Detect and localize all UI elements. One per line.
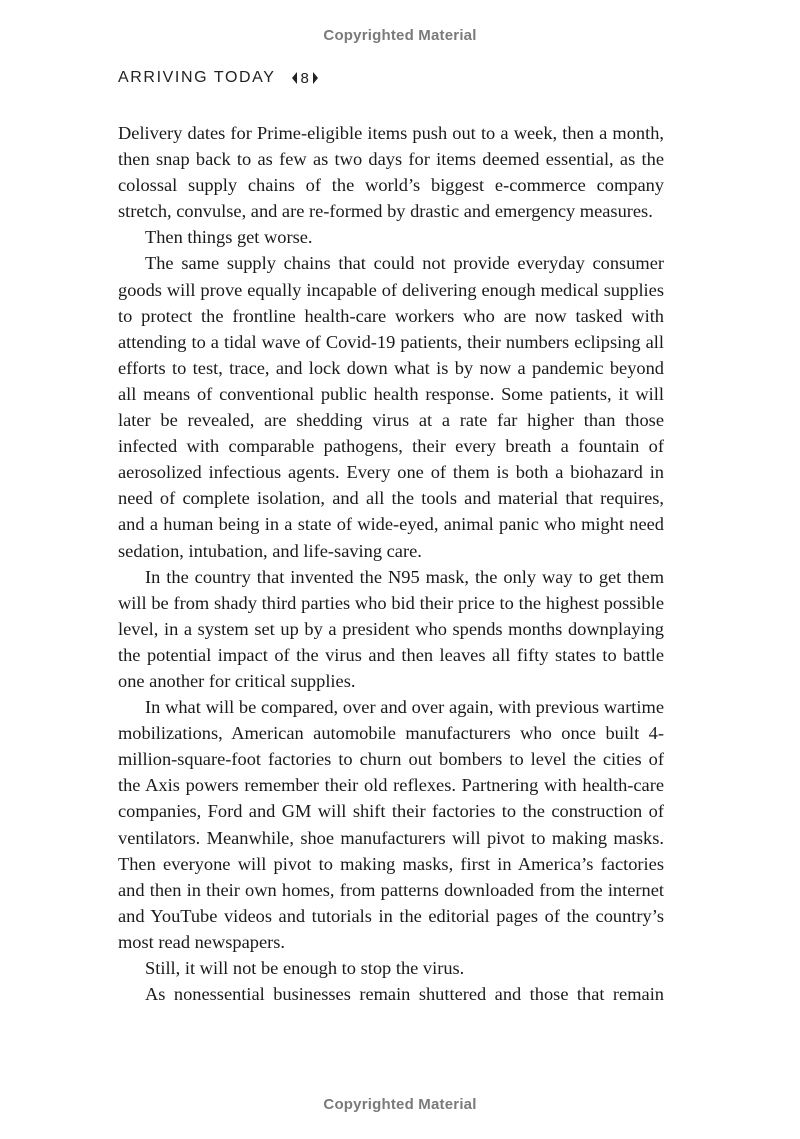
paragraph: Still, it will not be enough to stop the virus. [145,958,465,978]
running-head [118,69,318,87]
page-number: 8 [300,69,309,87]
paragraph: In the country that invented the N95 mask, the only way to get them will be from shady third parties who bid their price to the highest possible level, in a system set up by a president who spends months downplaying the potential impact of the virus and then leaves all fifty states to battle one another for critical supplies. [118,566,664,691]
paragraph: The same supply chains that could not provide everyday consumer goods will prove equally incapable of delivering enough medical supplies to protect the frontline health-care workers who are now tasked with attending to a tidal wave of Covid-19 patients, their numbers eclipsing all efforts to test, trace, and lock down what is by now a pandemic beyond all means of conventional public health response. Some patients, it will later be revealed, are shedding virus at a rate far higher than those infected with comparable pathogens, their every breath a fountain of aerosolized infectious agents. Every one of them is both a biohazard in need of complete isolation, and all the tools and material that requires, and a human being in a state of wide-eyed, animal panic who might need sedation, intubation, and life-saving care. [118,253,664,561]
paragraph: As nonessential businesses remain shuttered and those that remain [145,984,664,1005]
folio-left-triangle-icon [292,72,297,84]
paragraph: In what will be compared, over and over again, with previous wartime mobilizations, American automobile manufacturers who once built 4-million-square-foot factories to churn out bombers to level the cities of the Axis powers remember their old reflexes. Partnering with health-care companies, Ford and GM will shift their factories to the construction of ventilators. Meanwhile, shoe manufacturers will pivot to making masks. Then everyone will pivot to making masks, first in America’s factories and then in their own homes, from patterns downloaded from the internet and YouTube videos and tutorials in the editorial pages of the country’s most read newspapers. [118,697,664,952]
folio-right-triangle-icon [313,72,318,84]
paragraph: Delivery dates for Prime-eligible items push out to a week, then a month, then snap back to as few as two days for items deemed essential, as the colossal supply chains of the world’s biggest e-commerce company stretch, convulse, and are re-formed by drastic and emergency measures. [118,123,664,222]
body-text [118,120,664,1007]
watermark-top: Copyrighted Material [323,27,477,44]
paragraph: Then things get worse. [145,227,313,248]
page-folio [292,70,318,87]
watermark-bottom: Copyrighted Material [323,1096,477,1113]
running-title: ARRIVING TODAY [118,69,276,86]
